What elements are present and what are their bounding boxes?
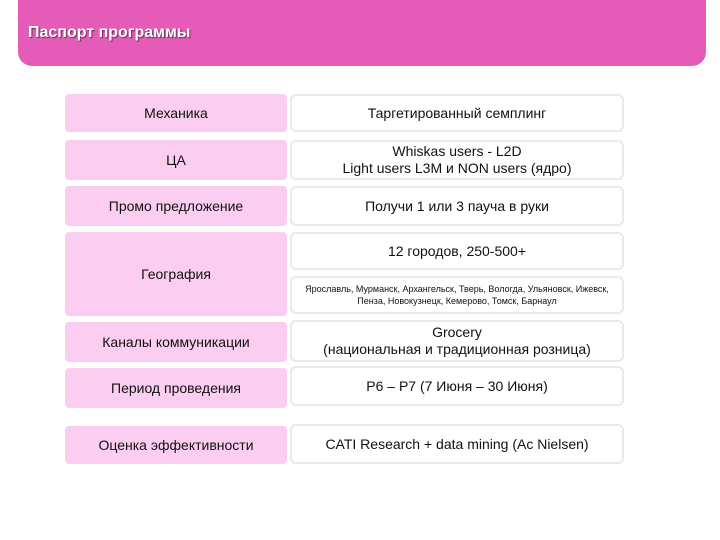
value-evaluation-text: CATI Research + data mining (Ac Nielsen) bbox=[325, 435, 589, 452]
value-evaluation bbox=[290, 424, 624, 464]
value-period bbox=[290, 366, 624, 406]
label-period: Период проведения bbox=[65, 368, 287, 408]
value-channels bbox=[290, 320, 624, 362]
label-geography: География bbox=[65, 232, 287, 316]
header-banner bbox=[18, 0, 706, 66]
value-promo bbox=[290, 186, 624, 226]
value-geography bbox=[290, 232, 624, 270]
page-title: Паспорт программы bbox=[28, 24, 191, 41]
label-evaluation: Оценка эффективности bbox=[65, 426, 287, 464]
label-promo: Промо предложение bbox=[65, 186, 287, 226]
value-geography-cities-text: Ярославль, Мурманск, Архангельск, Тверь, Вологда, Ульяновск, Ижевск, Пенза, Новокузнецк, Кемерово, Томск, Барнаул bbox=[305, 284, 609, 306]
label-audience: ЦА bbox=[65, 140, 287, 180]
value-geography-cities bbox=[290, 276, 624, 314]
value-channels-line2: (национальная и традиционная розница) bbox=[323, 341, 591, 357]
value-audience bbox=[290, 140, 624, 180]
value-promo-text: Получи 1 или 3 пауча в руки bbox=[365, 197, 549, 214]
label-mechanics: Механика bbox=[65, 94, 287, 132]
value-channels-line1: Grocery bbox=[432, 324, 482, 340]
value-geography-text: 12 городов, 250-500+ bbox=[387, 242, 527, 259]
value-mechanics bbox=[290, 94, 624, 132]
value-period-text: P6 – P7 (7 Июня – 30 Июня) bbox=[366, 377, 548, 394]
label-channels: Каналы коммуникации bbox=[65, 322, 287, 362]
value-mechanics-text: Таргетированный семплинг bbox=[367, 104, 547, 121]
value-audience-line2: Light users L3M и NON users (ядро) bbox=[342, 160, 572, 176]
value-audience-line1: Whiskas users - L2D bbox=[392, 143, 522, 159]
